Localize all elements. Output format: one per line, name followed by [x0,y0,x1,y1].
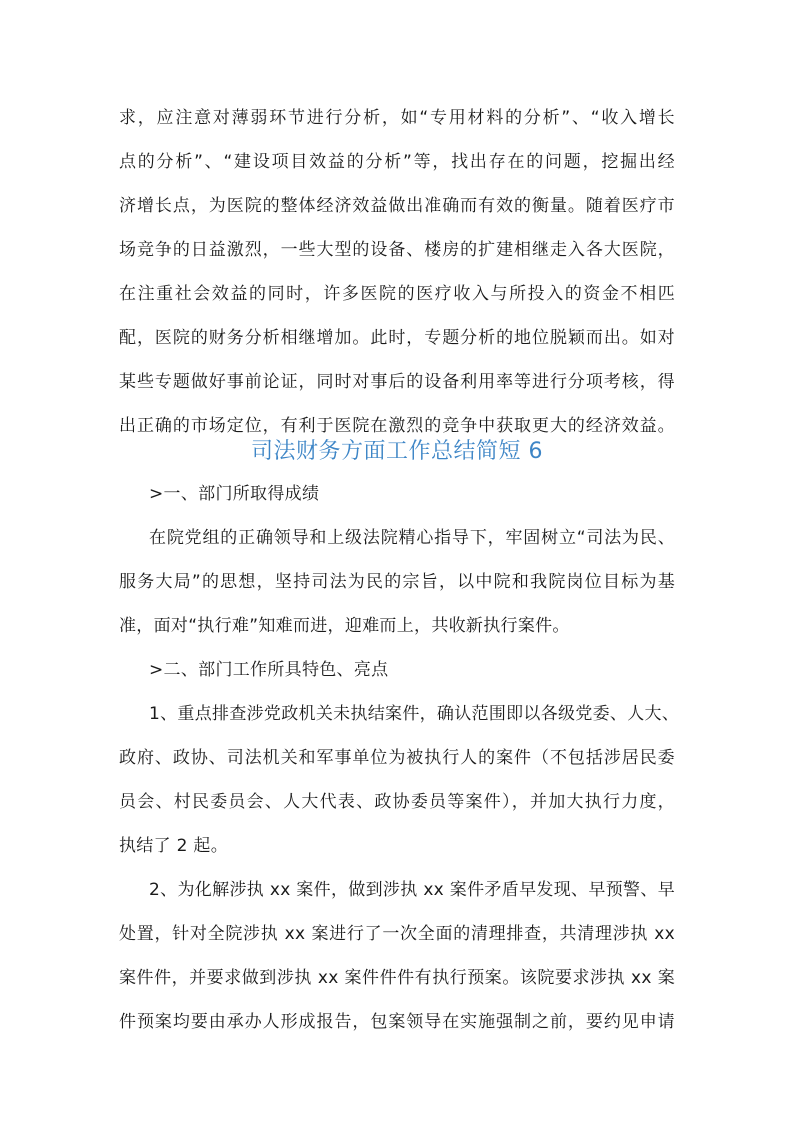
text-line: 政府、政协、司法机关和军事单位为被执行人的案件（不包括涉居民委 [119,748,675,768]
text-line: 在院党组的正确领导和上级法院精心指导下，牢固树立“司法为民、 [149,528,675,548]
text-line: 执结了 2 起。 [119,836,229,856]
text-line: 配，医院的财务分析相继增加。此时，专题分析的地位脱颖而出。如对 [119,328,675,348]
subheading-highlights: >二、部门工作所具特色、亮点 [149,660,389,680]
text-line: 在注重社会效益的同时，许多医院的医疗收入与所投入的资金不相匹 [119,284,675,304]
text-line: 员会、村民委员会、人大代表、政协委员等案件），并加大执行力度， [119,792,675,812]
text-line: 服务大局”的思想，坚持司法为民的宗旨，以中院和我院岗位目标为基 [119,572,675,592]
text-line: 某些专题做好事前论证，同时对事后的设备利用率等进行分项考核，得 [119,372,675,392]
section-title: 司法财务方面工作总结简短 6 [251,439,543,464]
subheading-achievements: >一、部门所取得成绩 [149,484,320,504]
text-line: 件预案均要由承办人形成报告，包案领导在实施强制之前，要约见申请 [119,1012,675,1032]
text-line: 求，应注意对薄弱环节进行分析，如“专用材料的分析”、“收入增长 [119,108,675,128]
text-line: 2、为化解涉执 xx 案件，做到涉执 xx 案件矛盾早发现、早预警、早 [149,880,675,900]
text-line: 处置，针对全院涉执 xx 案进行了一次全面的清理排查，共清理涉执 xx [119,924,675,944]
text-line: 案件件，并要求做到涉执 xx 案件件件有执行预案。该院要求涉执 xx 案 [119,968,675,988]
text-line: 出正确的市场定位，有利于医院在激烈的竞争中获取更大的经济效益。 [119,416,675,436]
text-line: 点的分析”、“建设项目效益的分析”等，找出存在的问题，挖掘出经 [119,152,675,172]
text-line: 场竞争的日益激烈，一些大型的设备、楼房的扩建相继走入各大医院， [119,240,675,260]
text-line: 准，面对“执行难”知难而进，迎难而上，共收新执行案件。 [119,616,570,636]
text-line: 1、重点排查涉党政机关未执结案件，确认范围即以各级党委、人大、 [149,704,680,724]
text-line: 济增长点，为医院的整体经济效益做出准确而有效的衡量。随着医疗市 [119,196,675,216]
